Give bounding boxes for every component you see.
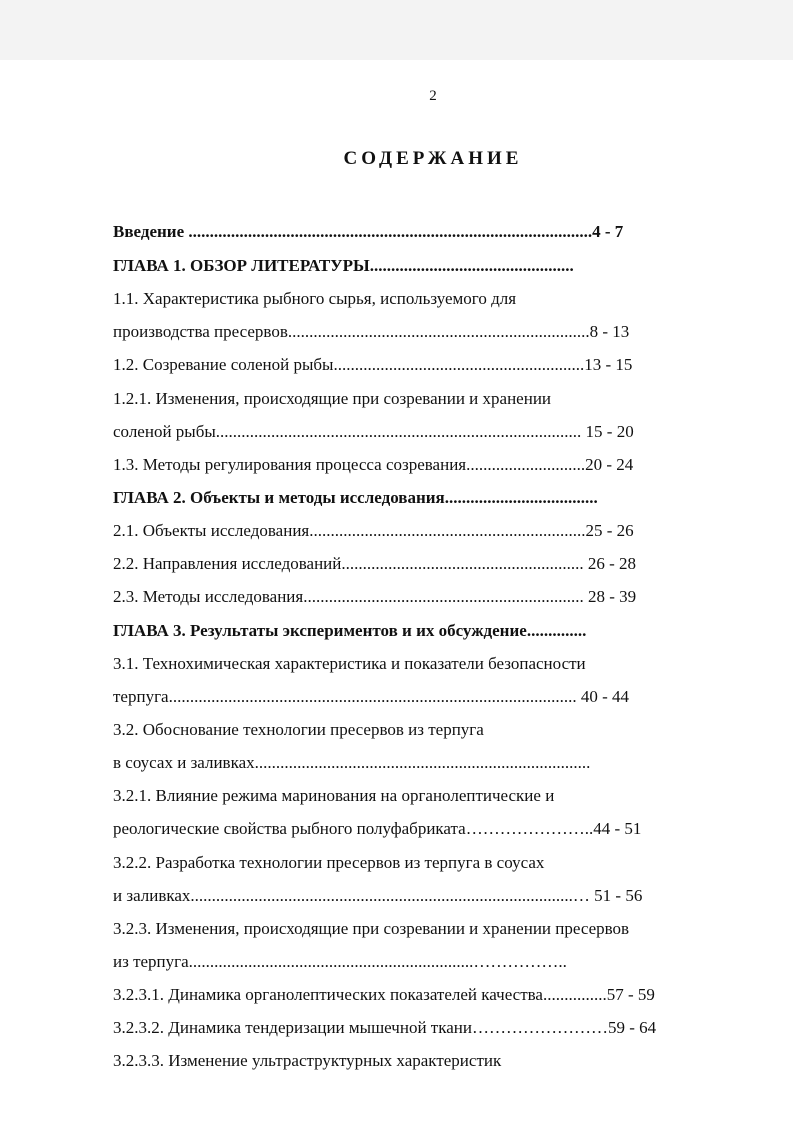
- toc-line: 1.1. Характеристика рыбного сырья, используемого для: [113, 289, 517, 308]
- toc-line: ГЛАВА 3. Результаты экспериментов и их обсуждение..............: [113, 621, 587, 640]
- toc-line: ГЛАВА 2. Объекты и методы исследования....................................: [113, 488, 598, 507]
- toc-line: 1.2.1. Изменения, происходящие при созревании и хранении: [113, 389, 552, 408]
- toc-line: 3.2. Обоснование технологии пресервов из терпуга: [113, 720, 484, 739]
- toc-line: 2.3. Методы исследования.................................................................. 28 - 39: [113, 587, 637, 606]
- toc-line: 3.2.3.3. Изменение ультраструктурных характеристик: [113, 1051, 502, 1070]
- toc-line: и заливках..........................................................................................… 51 - 56: [113, 886, 643, 905]
- toc-line: 3.2.3.1. Динамика органолептических показателей качества...............57 - 59: [113, 985, 655, 1004]
- toc-line: соленой рыбы...................................................................................... 15 - 20: [113, 422, 634, 441]
- toc-line: 3.2.3. Изменения, происходящие при созревании и хранении пресервов: [113, 919, 630, 938]
- toc-line: производства пресервов.......................................................................8 - 13: [113, 322, 630, 341]
- document-title: СОДЕРЖАНИЕ: [343, 148, 523, 169]
- toc-line: из терпуга...................................................................……………..: [113, 952, 567, 971]
- toc-line: 1.2. Созревание соленой рыбы...........................................................13 - 15: [113, 355, 633, 374]
- toc-line: 3.2.3.2. Динамика тендеризации мышечной ткани……………………59 - 64: [113, 1018, 657, 1037]
- toc-line: 2.1. Объекты исследования.................................................................25 - 26: [113, 521, 634, 540]
- toc-line: в соусах и заливках...............................................................................: [113, 753, 591, 772]
- page-number: 2: [429, 88, 437, 104]
- toc-line: Введение ...............................................................................................4 - 7: [113, 222, 624, 241]
- toc-line: 3.1. Технохимическая характеристика и показатели безопасности: [113, 654, 586, 673]
- toc-line: 3.2.2. Разработка технологии пресервов из терпуга в соусах: [113, 853, 545, 872]
- toc-line: 2.2. Направления исследований......................................................... 26 - 28: [113, 554, 637, 573]
- toc-line: реологические свойства рыбного полуфабриката…………………..44 - 51: [113, 819, 642, 838]
- toc-line: ГЛАВА 1. ОБЗОР ЛИТЕРАТУРЫ................................................: [113, 256, 574, 275]
- scan-top-edge: [0, 0, 793, 60]
- toc-line: 3.2.1. Влияние режима маринования на органолептические и: [113, 786, 555, 805]
- toc-line: 1.3. Методы регулирования процесса созревания............................20 - 24: [113, 455, 634, 474]
- toc-line: терпуга................................................................................................ 40 - 44: [113, 687, 630, 706]
